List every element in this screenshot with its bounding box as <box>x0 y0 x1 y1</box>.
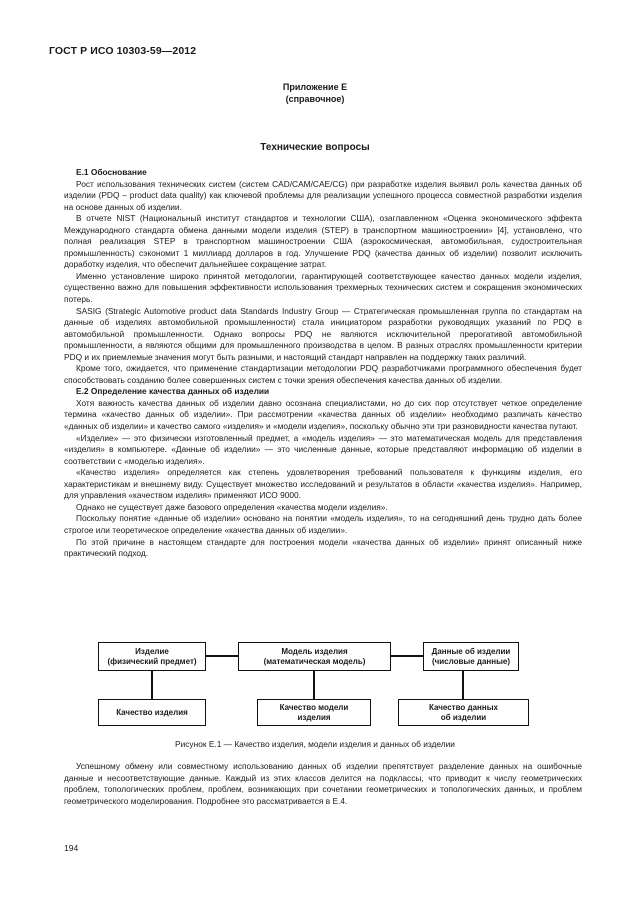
box-product-data: Данные об изделии (числовые данные) <box>423 642 519 671</box>
annex-title: Приложение Е <box>282 82 348 92</box>
connector-product-quality <box>151 670 153 699</box>
connector-data-quality <box>462 670 464 699</box>
e2-heading: Е.2 Определение качества данных об изделии <box>76 386 270 397</box>
box-product-model: Модель изделия (математическая модель) <box>238 642 391 671</box>
connector-model-data <box>390 655 424 657</box>
e1-paragraph: Кроме того, ожидается, что применение стандартизации методологии PDQ разработчиками программного обеспечения будет способствовать созданию более совершенных систем с точки зрения обеспечения качества данных об изделии. <box>64 363 582 385</box>
e1-paragraph: SASIG (Strategic Automotive product data Standards Industry Group — Стратегическая промышленная группа по стандартам на данные об изделиях автомобильной промышленности) стала инициатором разработки руководящих указаний по PDQ в автомобильной промышленности. Однако вопросы PDQ не являются исключительной прерогативой автомобильной промышленности, а являются общими для промышленного производства в целом. В разных отраслях промышленности критерии PDQ и их приемлемые значения могут быть разными, и настоящий стандарт направлен на поддержку таких различий. <box>64 305 582 362</box>
e1-paragraph: Рост использования технических систем (систем CAD/CAM/CAE/CG) при разработке изделия выявил роль качества данных об изделии (PDQ – product data quality) как ключевой проблемы для реализации успешного процесса совместной разработки изделия на основе данных об изделии. <box>64 178 582 212</box>
section-title: Технические вопросы <box>260 142 370 153</box>
e2-paragraph: Поскольку понятие «данные об изделии» основано на понятии «модель изделия», то на сегодняшний день трудно дать более строгое или теоретическое определение «качества данных об изделии». <box>64 513 582 535</box>
e2-paragraph: «Качество изделия» определяется как степень удовлетворения требований пользователя к функциям изделия, его характеристикам и внешнему виду. Существует множество исследований и результатов в области «качества изделия». Например, для управления «качеством изделия» применяют ИСО 9000. <box>64 467 582 501</box>
connector-product-model <box>205 655 239 657</box>
closing-paragraph: Успешному обмену или совместному использованию данных об изделии препятствует разделение данных на ошибочные данные и несоответствующие данные. Каждый из этих классов делится на подклассы, что приводит к числу геометрических проблем, топологических проблем, проблем, возникающих при сочетании геометрических и топологических данных, и проблем геометрического моделирования. Подробнее это рассматривается в Е.4. <box>64 761 582 806</box>
page-number: 194 <box>64 843 79 853</box>
e1-paragraph: В отчете NIST (Национальный институт стандартов и технологии США), озаглавленном «Оценка экономического эффекта Международного стандарта обмена данными модели изделия (STEP) в транспортном машиностроении» [4], установлено, что полная реализация STEP в транспортном машиностроении США (аэрокосмическая, автомобильная, судостроительная промышленность) сэкономит 1 миллиард долларов в год. Улучшение PDQ (качества данных об изделии) позволит исключить доработку изделия, что обеспечит дальнейшее сокращение затрат. <box>64 213 582 270</box>
annex-type: (справочное) <box>285 94 345 104</box>
e1-heading: Е.1 Обоснование <box>76 167 147 177</box>
e2-paragraph: Однако не существует даже базового определения «качества модели изделия». <box>76 501 388 512</box>
box-product-quality: Качество изделия <box>98 699 206 726</box>
figure-caption: Рисунок Е.1 — Качество изделия, модели изделия и данных об изделии <box>175 739 455 749</box>
e2-paragraph: По этой причине в настоящем стандарте для построения модели «качества данных об изделии» принят описанный ниже практический подход. <box>64 536 582 559</box>
closing-body <box>64 761 582 807</box>
e2-paragraph: «Изделие» — это физически изготовленный предмет, а «модель изделия» — это математическая модель для представления «изделия» в компьютере. «Данные об изделии» — это численные данные, которые представляют информацию об изделии в соответствии с «моделью изделия». <box>64 432 582 466</box>
box-data-quality: Качество данных об изделии <box>398 699 529 726</box>
main-body <box>64 167 582 560</box>
e2-paragraph: Хотя важность качества данных об изделии давно осознана специалистами, но до сих пор отсутствует четкое определение термина «качество данных об изделии». При рассмотрении «качества данных об изделии» необходимо различать качество «данных об изделии» и качество самого «изделия» и «модели изделия», поскольку обычно эти три разновидности качества путают. <box>64 397 582 432</box>
annex-label <box>0 81 630 105</box>
box-product: Изделие (физический предмет) <box>98 642 206 671</box>
box-model-quality: Качество модели изделия <box>257 699 371 726</box>
figure-e1-diagram <box>0 630 630 730</box>
document-header: ГОСТ Р ИСО 10303-59—2012 <box>49 45 197 57</box>
e1-paragraph: Именно установление широко принятой методологии, гарантирующей соответствующее качество данных модели изделия, существенно важно для повышения эффективности использования трехмерных технических систем и сокращения экономических потерь. <box>64 270 582 305</box>
connector-model-quality <box>313 670 315 699</box>
